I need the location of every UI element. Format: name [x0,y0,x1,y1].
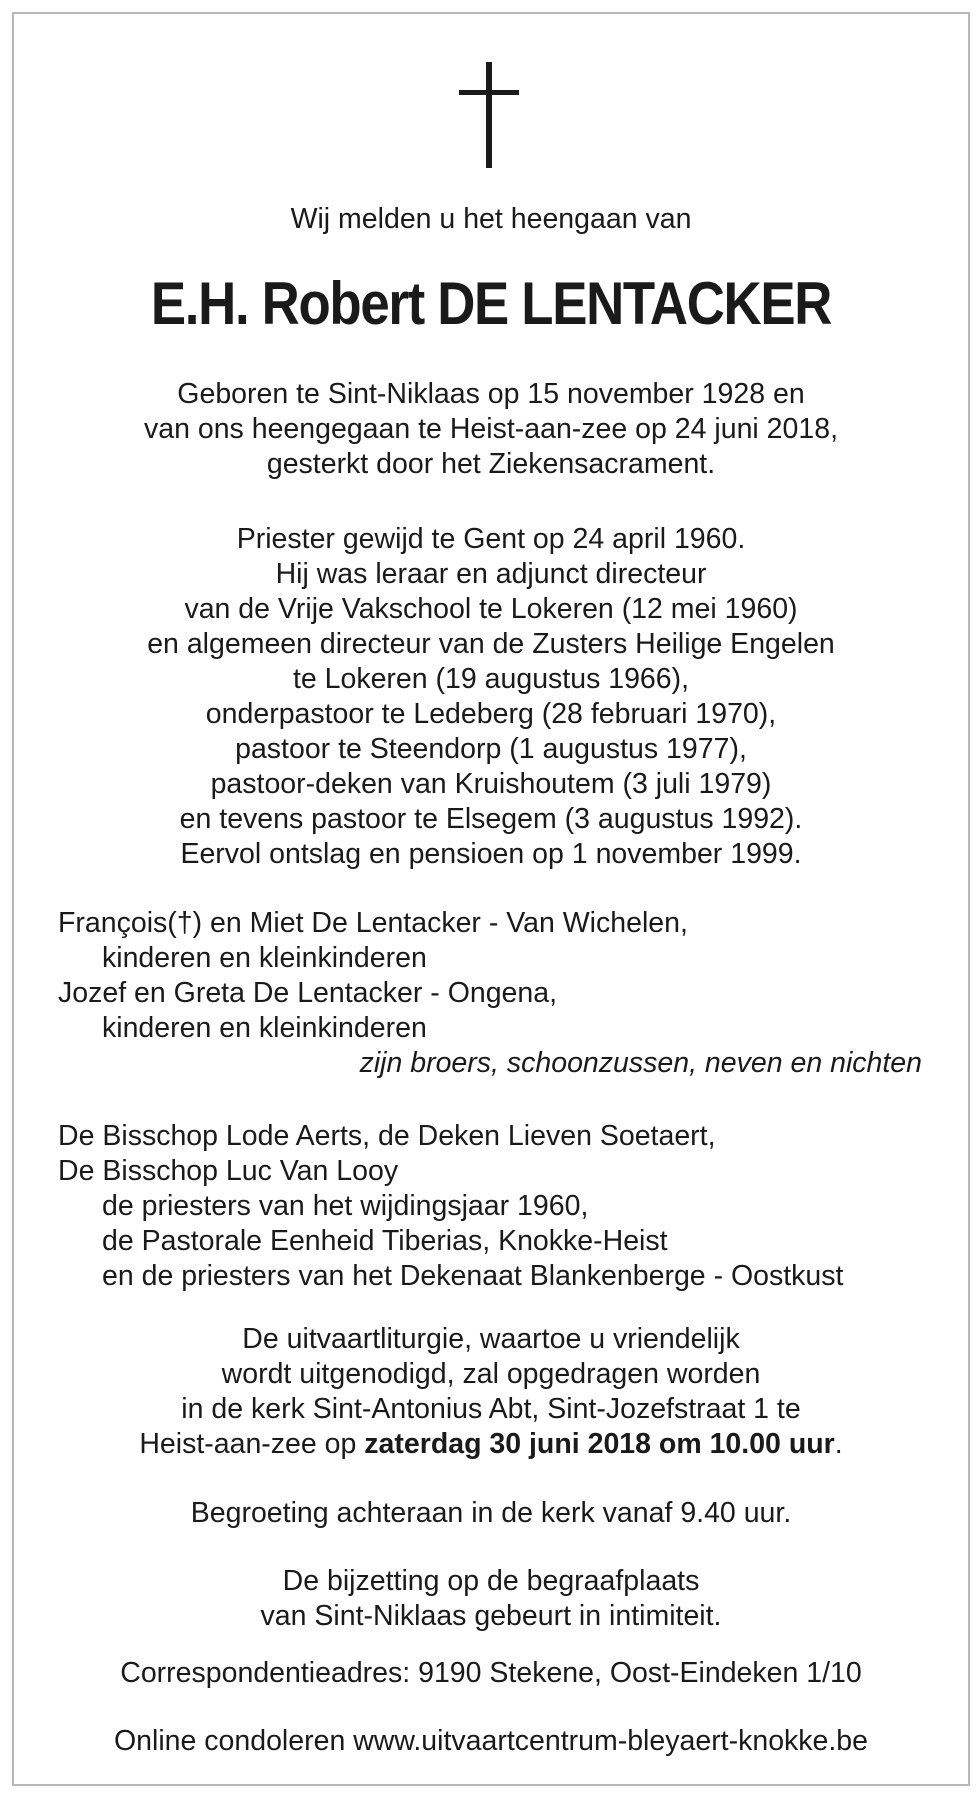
funeral-line: in de kerk Sint-Antonius Abt, Sint-Jozefstraat 1 te [181,1393,801,1425]
career-line: Priester gewijd te Gent op 24 april 1960. [236,523,746,555]
family-relation: zijn broers, schoonzussen, neven en nichten [359,1047,922,1079]
family-line: François(†) en Miet De Lentacker - Van Wichelen, [58,907,688,939]
clergy-line: De Bisschop Lode Aerts, de Deken Lieven Soetaert, [58,1120,716,1152]
cross-icon [459,62,519,168]
career-line: onderpastoor te Ledeberg (28 februari 1970), [205,698,777,730]
family-block [58,906,922,1081]
career-line: pastoor te Steendorp (1 augustus 1977), [235,733,747,765]
family-line: Jozef en Greta De Lentacker - Ongena, [58,977,558,1009]
clergy-line: de priesters van het wijdingsjaar 1960, [102,1190,589,1222]
funeral-period: . [834,1428,843,1460]
death-line: van ons heengegaan te Heist-aan-zee op 24 juni 2018, [143,413,839,445]
funeral-datetime: zaterdag 30 juni 2018 om 10.00 uur [364,1428,835,1460]
family-line: kinderen en kleinkinderen [102,942,427,974]
deceased-name: E.H. Robert DE LENTACKER [150,270,832,337]
career-line: van de Vrije Vakschool te Lokeren (12 mei 1960) [184,593,798,625]
burial-line: De bijzetting op de begraafplaats [282,1565,700,1597]
burial-block [14,1564,968,1634]
sacrament-line: gesterkt door het Ziekensacrament. [266,448,716,480]
career-line: Hij was leraar en adjunct directeur [275,558,707,590]
obituary-card [12,12,970,1786]
family-line: kinderen en kleinkinderen [102,1012,427,1044]
clergy-line: De Bisschop Luc Van Looy [58,1155,399,1187]
online-condolence: Online condoleren www.uitvaartcentrum-bleyaert-knokke.be [113,1725,869,1757]
funeral-date-line [14,1427,968,1462]
correspondence-address: Correspondentieadres: 9190 Stekene, Oost-Eindeken 1/10 [120,1657,862,1689]
burial-line: van Sint-Niklaas gebeurt in intimiteit. [260,1600,722,1632]
clergy-line: de Pastorale Eenheid Tiberias, Knokke-Heist [102,1225,668,1257]
birth-line: Geboren te Sint-Niklaas op 15 november 1928 en [177,378,805,410]
career-block [14,522,968,872]
funeral-block [14,1322,968,1462]
funeral-line: De uitvaartliturgie, waartoe u vriendelijk [242,1323,740,1355]
birth-death-block [14,377,968,482]
funeral-line: wordt uitgenodigd, zal opgedragen worden [221,1358,761,1390]
intro-text: Wij melden u het heengaan van [290,203,692,235]
clergy-line: en de priesters van het Dekenaat Blankenberge - Oostkust [102,1260,844,1292]
career-line: pastoor-deken van Kruishoutem (3 juli 1979) [210,768,772,800]
career-line: en tevens pastoor te Elsegem (3 augustus 1992). [179,803,803,835]
funeral-location: Heist-aan-zee op [139,1428,365,1460]
career-line: en algemeen directeur van de Zusters Heilige Engelen [147,628,835,660]
career-line: Eervol ontslag en pensioen op 1 november 1999. [180,838,802,870]
career-line: te Lokeren (19 augustus 1966), [292,663,690,695]
greeting-text: Begroeting achteraan in de kerk vanaf 9.40 uur. [190,1497,792,1529]
clergy-block [58,1119,843,1294]
